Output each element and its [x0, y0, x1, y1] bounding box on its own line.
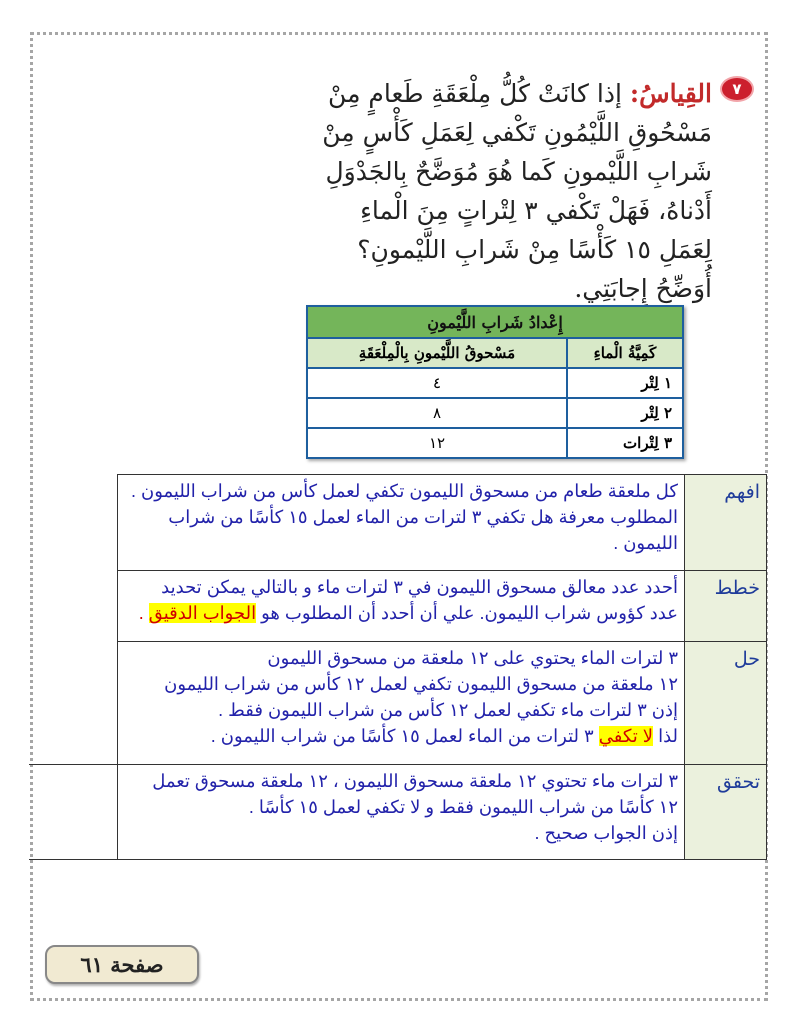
table-caption: إِعْدادُ شَرابِ اللَّيْمونِ: [307, 306, 683, 338]
step-check: [29, 765, 767, 860]
problem-number-badge: ٧: [720, 76, 754, 102]
problem-line: مَسْحُوقِ اللَّيْمُونِ تَكْفي لِعَمَلِ كَأْسٍ مِنْ: [322, 118, 712, 147]
table-header-powder: مَسْحوقُ اللَّيْمونِ بِالْمِلْعَقَةِ: [307, 338, 567, 368]
table-row: [307, 428, 683, 458]
highlight-not-enough: لا تكفي: [598, 726, 654, 746]
step-label: خطط: [685, 571, 767, 642]
solution-steps-table: [29, 474, 767, 860]
water-amount: ٣ لِتْرات: [567, 428, 683, 458]
step-plan: [29, 571, 767, 642]
step-body: ٣ لترات ماء تحتوي ١٢ ملعقة مسحوق الليمون ، ١٢ ملعقة مسحوق تعمل ١٢ كأسًا من شراب الليمون فقط و لا تكفي لعمل ١٥ كأسًا . إذن الجواب صحيح .: [118, 765, 685, 860]
problem-line: شَرابِ اللَّيْمونِ كَما هُوَ مُوَضَّحٌ بِالجَدْوَلِ: [325, 157, 712, 186]
table-row: [307, 398, 683, 428]
problem-line: لِعَمَلِ ١٥ كَأْسًا مِنْ شَرابِ اللَّيْمونِ؟: [357, 235, 712, 264]
step-body: كل ملعقة طعام من مسحوق الليمون تكفي لعمل كأس من شراب الليمون . المطلوب معرفة هل تكفي ٣ لترات من الماء لعمل ١٥ كأسًا من شراب الليمون .: [118, 475, 685, 571]
problem-line: القِياسُ: إذا كانَتْ كُلُّ مِلْعَقَةِ طَعامٍ مِنْ: [328, 79, 712, 108]
problem-title: القِياسُ:: [629, 79, 712, 108]
step-body: أحدد عدد معالق مسحوق الليمون في ٣ لترات ماء و بالتالي يمكن تحديد عدد كؤوس شراب الليمون. علي أن أحدد أن المطلوب هو الجواب الدقيق .: [118, 571, 685, 642]
spoon-count: ٤: [307, 368, 567, 398]
step-solve: [29, 642, 767, 765]
water-amount: ١ لِتْر: [567, 368, 683, 398]
problem-line: أَدْناهُ، فَهَلْ تَكْفي ٣ لِتْراتٍ مِنَ الْماءِ: [360, 196, 712, 225]
step-body: ٣ لترات الماء يحتوي على ١٢ ملعقة من مسحوق الليمون ١٢ ملعقة من مسحوق الليمون تكفي لعمل ١٢ كأس من شراب الليمون إذن ٣ لترات ماء تكفي لعمل ١٢ كأس من شراب الليمون فقط . لذا لا تكفي ٣ لترات من الماء لعمل ١٥ كأسًا من شراب الليمون .: [118, 642, 685, 765]
page-number-label: صفحة ٦١: [45, 945, 199, 984]
spoon-count: ١٢: [307, 428, 567, 458]
step-label: تحقق: [685, 765, 767, 860]
step-understand: [29, 475, 767, 571]
step-label: افهم: [685, 475, 767, 571]
table-header-water: كَمِيَّةُ الْماءِ: [567, 338, 683, 368]
problem-line: أُوَضِّحُ إِجابَتِي.: [574, 274, 712, 303]
highlight-exact-answer: الجواب الدقيق: [148, 603, 257, 623]
step-label: حل: [685, 642, 767, 765]
problem-text: [112, 74, 712, 308]
lemon-recipe-table: [306, 305, 684, 459]
spoon-count: ٨: [307, 398, 567, 428]
problem-statement: [112, 74, 752, 308]
water-amount: ٢ لِتْر: [567, 398, 683, 428]
table-row: [307, 368, 683, 398]
